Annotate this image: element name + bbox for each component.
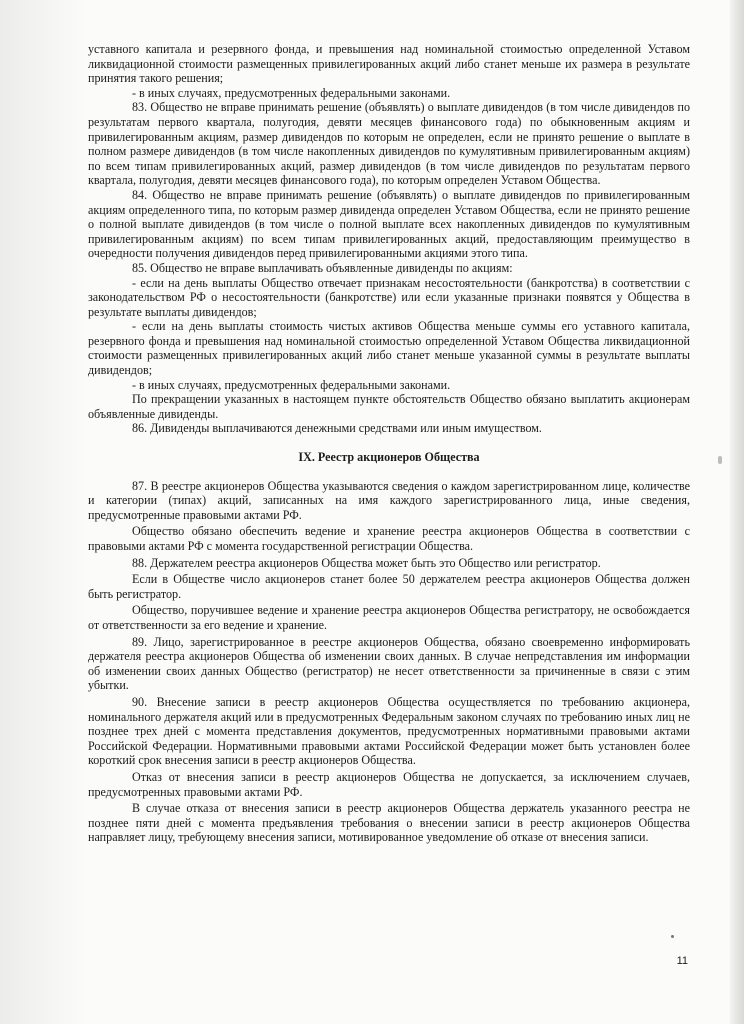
- paragraph: Если в Обществе число акционеров станет более 50 держателем реестра акционеров Общества должен быть регистратор.: [88, 572, 690, 601]
- list-item: - если на день выплаты стоимость чистых активов Общества меньше суммы его уставного капитала, резервного фонда и превышения над номинальной стоимостью определенной Уставом Общества ликвидационной стоимости размещенных привилегированных акций либо станет меньше указанной суммы в результате выплаты дивидендов;: [88, 319, 690, 378]
- paragraph: В случае отказа от внесения записи в реестр акционеров Общества держатель указанного реестра не позднее пяти дней с момента предъявления требования о внесении записи в реестр акционеров Общества направляет лицу, требующему внесения записи, мотивированное уведомление об отказе от внесения записи.: [88, 801, 690, 845]
- clause-83: 83. Общество не вправе принимать решение (объявлять) о выплате дивидендов (в том числе дивидендов по результатам первого квартала, полугодия, девяти месяцев финансового года) по обыкновенным акциям и привилегированным акциям, размер дивидендов по которым не определен, если не принято решение о выплате в полном размере дивидендов (в том числе накопленных дивидендов по кумулятивным привилегированным акциям) по всем типам привилегированных акций, размер дивидендов (в том числе дивидендов по результатам первого квартала, полугодия, девяти месяцев финансового года), по которым определен Уставом Общества.: [88, 100, 690, 188]
- paragraph: уставного капитала и резервного фонда, и превышения над номинальной стоимостью определенной Уставом ликвидационной стоимости размещенных привилегированных акций либо станет меньше их размера в результате принятия такого решения;: [88, 42, 690, 86]
- section-9: [88, 479, 690, 845]
- clause-87: 87. В реестре акционеров Общества указываются сведения о каждом зарегистрированном лице, количестве и категории (типах) акций, записанных на имя каждого зарегистрированного лица, иные сведения, предусмотренные правовыми актами РФ.: [88, 478, 690, 522]
- clause-90: 90. Внесение записи в реестр акционеров Общества осуществляется по требованию акционера, номинального держателя акций или в предусмотренных Федеральным законом случаях по требованию иных лиц не позднее трех дней с момента представления документов, предусмотренных нормативными правовыми актами Российской Федерации. Нормативными правовыми актами Российской Федерации может быть установлен более короткий срок внесения записи в реестр акционеров Общества.: [88, 694, 690, 768]
- paragraph: Отказ от внесения записи в реестр акционеров Общества не допускается, за исключением случаев, предусмотренных правовыми актами РФ.: [88, 769, 690, 799]
- paragraph: По прекращении указанных в настоящем пункте обстоятельств Общество обязано выплатить акционерам объявленные дивиденды.: [88, 392, 690, 421]
- clause-84: 84. Общество не вправе принимать решение (объявлять) о выплате дивидендов по привилегированным акциям определенного типа, по которым размер дивиденда определен Уставом Общества, если не принято решение о полной выплате дивидендов (в том числе о полной выплате всех накопленных дивидендов по кумулятивным привилегированным акциям) по всем типам привилегированных акций, предоставляющим преимущество в очередности получения дивидендов перед привилегированными акциями этого типа.: [88, 187, 690, 261]
- section-title: IX. Реестр акционеров Общества: [298, 450, 480, 465]
- section-8-continued: [88, 42, 690, 436]
- paragraph: Общество обязано обеспечить ведение и хранение реестра акционеров Общества в соответствии с правовыми актами РФ с момента государственной регистрации Общества.: [88, 524, 690, 553]
- clause-86: 86. Дивиденды выплачиваются денежными средствами или иным имуществом.: [132, 421, 542, 436]
- clause-85: 85. Общество не вправе выплачивать объявленные дивиденды по акциям:: [132, 260, 513, 275]
- list-item: - в иных случаях, предусмотренных федеральными законами.: [132, 377, 451, 392]
- page-number: 11: [676, 955, 688, 967]
- paragraph: - в иных случаях, предусмотренных федеральными законами.: [132, 85, 451, 100]
- paragraph: Общество, поручившее ведение и хранение реестра акционеров Общества регистратору, не освобождается от ответственности за его ведение и хранение.: [88, 603, 690, 632]
- speck-mark: [718, 456, 722, 464]
- clause-89: 89. Лицо, зарегистрированное в реестре акционеров Общества, обязано своевременно информировать держателя реестра акционеров Общества об изменении своих данных. В случае непредставления им информации об изменении своих данных Общество (регистратор) не несет ответственности за причиненные в связи с этим убытки.: [88, 634, 690, 693]
- dot-mark: [671, 935, 674, 938]
- list-item: - если на день выплаты Общество отвечает признакам несостоятельности (банкротства) в соответствии с законодательством РФ о несостоятельности (банкротстве) или если указанные признаки появятся у Общества в результате выплаты дивидендов;: [88, 275, 690, 319]
- clause-88: 88. Держателем реестра акционеров Общества может быть это Общество или регистратор.: [132, 555, 601, 570]
